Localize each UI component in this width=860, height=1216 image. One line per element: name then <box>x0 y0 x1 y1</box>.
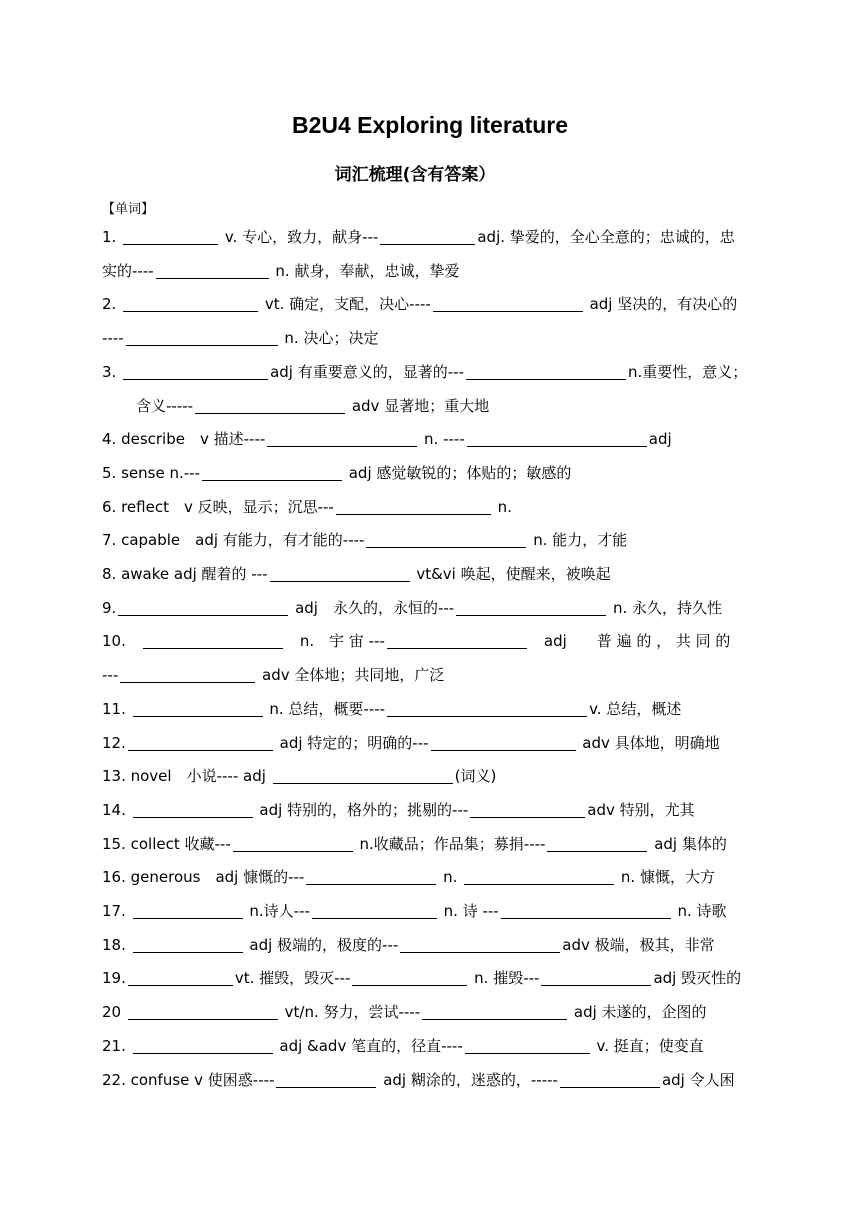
answer-blank[interactable] <box>380 230 475 245</box>
exercise-line <box>102 462 786 483</box>
exercise-line <box>102 934 786 955</box>
line-text: 2. <box>102 295 122 314</box>
exercise-line <box>102 226 786 247</box>
answer-blank[interactable] <box>133 803 253 818</box>
line-text: n. 宇 宙 --- <box>284 632 385 651</box>
line-text: adj &adv 笔直的，径直---- <box>274 1036 463 1055</box>
answer-blank[interactable] <box>128 1005 278 1020</box>
line-text: 7. capable adj 有能力，有才能的---- <box>102 531 365 550</box>
answer-blank[interactable] <box>352 971 467 986</box>
line-text: 4. describe v 描述---- <box>102 430 266 449</box>
exercise-line <box>102 698 786 719</box>
answer-blank[interactable] <box>233 837 353 852</box>
answer-blank[interactable] <box>118 601 288 616</box>
answer-blank[interactable] <box>431 736 576 751</box>
line-text: adj <box>648 430 672 449</box>
line-text: adj. 挚爱的，全心全意的；忠诚的，忠 <box>477 228 735 246</box>
exercise-line <box>102 428 786 449</box>
line-text: adv 全体地；共同地，广泛 <box>257 666 445 685</box>
line-text: 11. <box>102 699 131 718</box>
answer-blank[interactable] <box>306 870 436 885</box>
line-text: 10. <box>102 632 141 651</box>
line-text: n. 能力，才能 <box>528 531 628 550</box>
line-text: adj 坚决的，有决心的 <box>584 295 738 314</box>
exercise-line <box>102 563 786 584</box>
line-text: 含义----- <box>136 396 194 415</box>
line-text: 14. <box>102 800 131 819</box>
line-text: n. 永久，持久性 <box>608 598 723 617</box>
line-text: n. 慷慨，大方 <box>616 868 715 887</box>
line-text: adj 糊涂的，迷惑的，----- <box>378 1070 558 1089</box>
line-text: vt/n. 努力，尝试---- <box>279 1003 421 1022</box>
exercise-line <box>102 732 786 753</box>
line-text: 实的---- <box>102 261 154 280</box>
line-text: adj 特定的；明确的--- <box>274 733 429 752</box>
line-text: v. 挺直；使变直 <box>591 1036 704 1055</box>
exercise-line <box>102 1001 786 1022</box>
exercise-line <box>102 529 786 550</box>
answer-blank[interactable] <box>123 297 258 312</box>
answer-blank[interactable] <box>465 1039 590 1054</box>
exercise-line <box>102 765 786 786</box>
line-text: 19. <box>102 969 126 988</box>
line-text: n. 诗 --- <box>438 902 499 920</box>
line-text: n. 献身，奉献，忠诚，挚爱 <box>270 261 460 280</box>
line-text: n. <box>492 497 512 516</box>
answer-blank[interactable] <box>366 533 526 548</box>
answer-blank[interactable] <box>312 904 437 919</box>
exercise-line <box>102 597 786 618</box>
answer-blank[interactable] <box>387 702 587 717</box>
answer-blank[interactable] <box>202 466 342 481</box>
answer-blank[interactable] <box>422 1005 567 1020</box>
page-title: B2U4 Exploring literature <box>291 112 569 138</box>
line-text: 6. reflect v 反映，显示；沉思--- <box>102 497 334 516</box>
exercise-line <box>102 327 786 348</box>
answer-blank[interactable] <box>400 938 560 953</box>
line-text: n.诗人--- <box>244 902 310 920</box>
answer-blank[interactable] <box>267 432 417 447</box>
line-text: n.收藏品；作品集；募捐---- <box>354 834 546 853</box>
line-text: 13. novel 小说---- adj <box>102 767 271 786</box>
answer-blank[interactable] <box>501 904 671 919</box>
answer-blank[interactable] <box>464 870 614 885</box>
line-text: adv 特别，尤其 <box>587 800 695 819</box>
line-text: adj 毁灭性的 <box>653 969 742 988</box>
line-text: adj 令人困 <box>661 1070 735 1089</box>
line-text: --- <box>102 666 119 685</box>
answer-blank[interactable] <box>276 1073 376 1088</box>
line-text: 16. generous adj 慷慨的--- <box>102 868 305 887</box>
exercise-line <box>102 833 786 854</box>
line-text: 1. <box>102 228 122 246</box>
line-text: v. 专心，致力，献身--- <box>220 228 379 246</box>
line-text: adj 感觉敏锐的；体贴的；敏感的 <box>343 463 572 482</box>
line-text: 12. <box>102 733 126 752</box>
line-text: adv 显著地；重大地 <box>347 396 490 415</box>
answer-blank[interactable] <box>123 230 218 245</box>
answer-blank[interactable] <box>470 803 585 818</box>
line-text: 18. <box>102 935 131 954</box>
answer-blank[interactable] <box>133 938 243 953</box>
answer-blank[interactable] <box>133 702 263 717</box>
exercise-line <box>102 664 786 685</box>
line-text: n. 摧毁--- <box>469 969 540 988</box>
exercise-line <box>102 496 786 517</box>
answer-blank[interactable] <box>133 1039 273 1054</box>
line-text: 3. <box>102 362 122 381</box>
answer-blank[interactable] <box>467 432 647 447</box>
line-text: v. 总结，概述 <box>589 699 682 718</box>
line-text: adj 永久的，永恒的--- <box>290 598 455 617</box>
answer-blank[interactable] <box>387 634 527 649</box>
line-text: adj 未遂的，企图的 <box>569 1003 707 1022</box>
answer-blank[interactable] <box>466 365 626 380</box>
answer-blank[interactable] <box>133 904 243 919</box>
line-text: n. 总结，概要---- <box>264 699 386 718</box>
line-text: adj 集体的 <box>649 834 727 853</box>
answer-blank[interactable] <box>128 736 273 751</box>
exercise-line <box>102 866 786 887</box>
line-text: n. <box>438 868 463 887</box>
answer-blank[interactable] <box>143 634 283 649</box>
answer-blank[interactable] <box>123 365 268 380</box>
line-text: adv 极端，极其，非常 <box>562 935 715 954</box>
exercise-line <box>102 630 786 651</box>
line-text: adj 特别的，格外的；挑剔的--- <box>254 800 469 819</box>
answer-blank[interactable] <box>547 837 647 852</box>
answer-blank[interactable] <box>156 264 269 279</box>
exercise-line <box>102 799 786 820</box>
line-text: n. 决心；决定 <box>279 329 379 348</box>
line-text: 9. <box>102 598 117 617</box>
answer-blank[interactable] <box>270 567 410 582</box>
exercise-line <box>136 395 786 416</box>
line-text: 15. collect 收藏--- <box>102 834 231 853</box>
line-text: adj 普 遍 的 ， 共 同 的 <box>528 632 731 651</box>
line-text: adj 有重要意义的，显著的--- <box>270 362 464 381</box>
exercise-line <box>102 293 786 314</box>
section-heading: 【单词】 <box>102 202 155 217</box>
answer-blank[interactable] <box>541 971 651 986</box>
answer-blank[interactable] <box>273 769 453 784</box>
line-text: adj 极端的，极度的--- <box>244 935 399 954</box>
answer-blank[interactable] <box>195 399 345 414</box>
line-text: adv 具体地，明确地 <box>577 733 720 752</box>
line-text: vt&vi 唤起，使醒来，被唤起 <box>411 565 611 583</box>
line-text: vt. 摧毁，毁灭--- <box>234 969 351 988</box>
answer-blank[interactable] <box>433 297 583 312</box>
line-text: 5. sense n.--- <box>102 463 200 482</box>
line-text: 20 <box>102 1003 126 1022</box>
line-text: 17. <box>102 902 131 920</box>
line-text: ---- <box>102 329 124 348</box>
answer-blank[interactable] <box>120 668 255 683</box>
answer-blank[interactable] <box>456 601 606 616</box>
answer-blank[interactable] <box>560 1073 660 1088</box>
answer-blank[interactable] <box>126 331 278 346</box>
exercise-line <box>102 1069 786 1090</box>
line-text: n. 诗歌 <box>672 902 727 920</box>
exercise-line <box>102 900 786 921</box>
line-text: n.重要性，意义； <box>627 362 748 381</box>
answer-blank[interactable] <box>336 500 491 515</box>
line-text: 22. confuse v 使困惑---- <box>102 1070 275 1089</box>
exercise-line <box>102 967 786 988</box>
page-subtitle: 词汇梳理(含有答案） <box>334 165 496 185</box>
line-text: 8. awake adj 醒着的 --- <box>102 565 268 583</box>
line-text: (词义) <box>454 767 497 786</box>
exercise-line <box>102 361 786 382</box>
answer-blank[interactable] <box>128 971 233 986</box>
line-text: n. ---- <box>419 430 465 449</box>
line-text: vt. 确定，支配，决心---- <box>260 295 431 314</box>
line-text: 21. <box>102 1036 131 1055</box>
exercise-line <box>102 1035 786 1056</box>
exercise-line <box>102 260 786 281</box>
